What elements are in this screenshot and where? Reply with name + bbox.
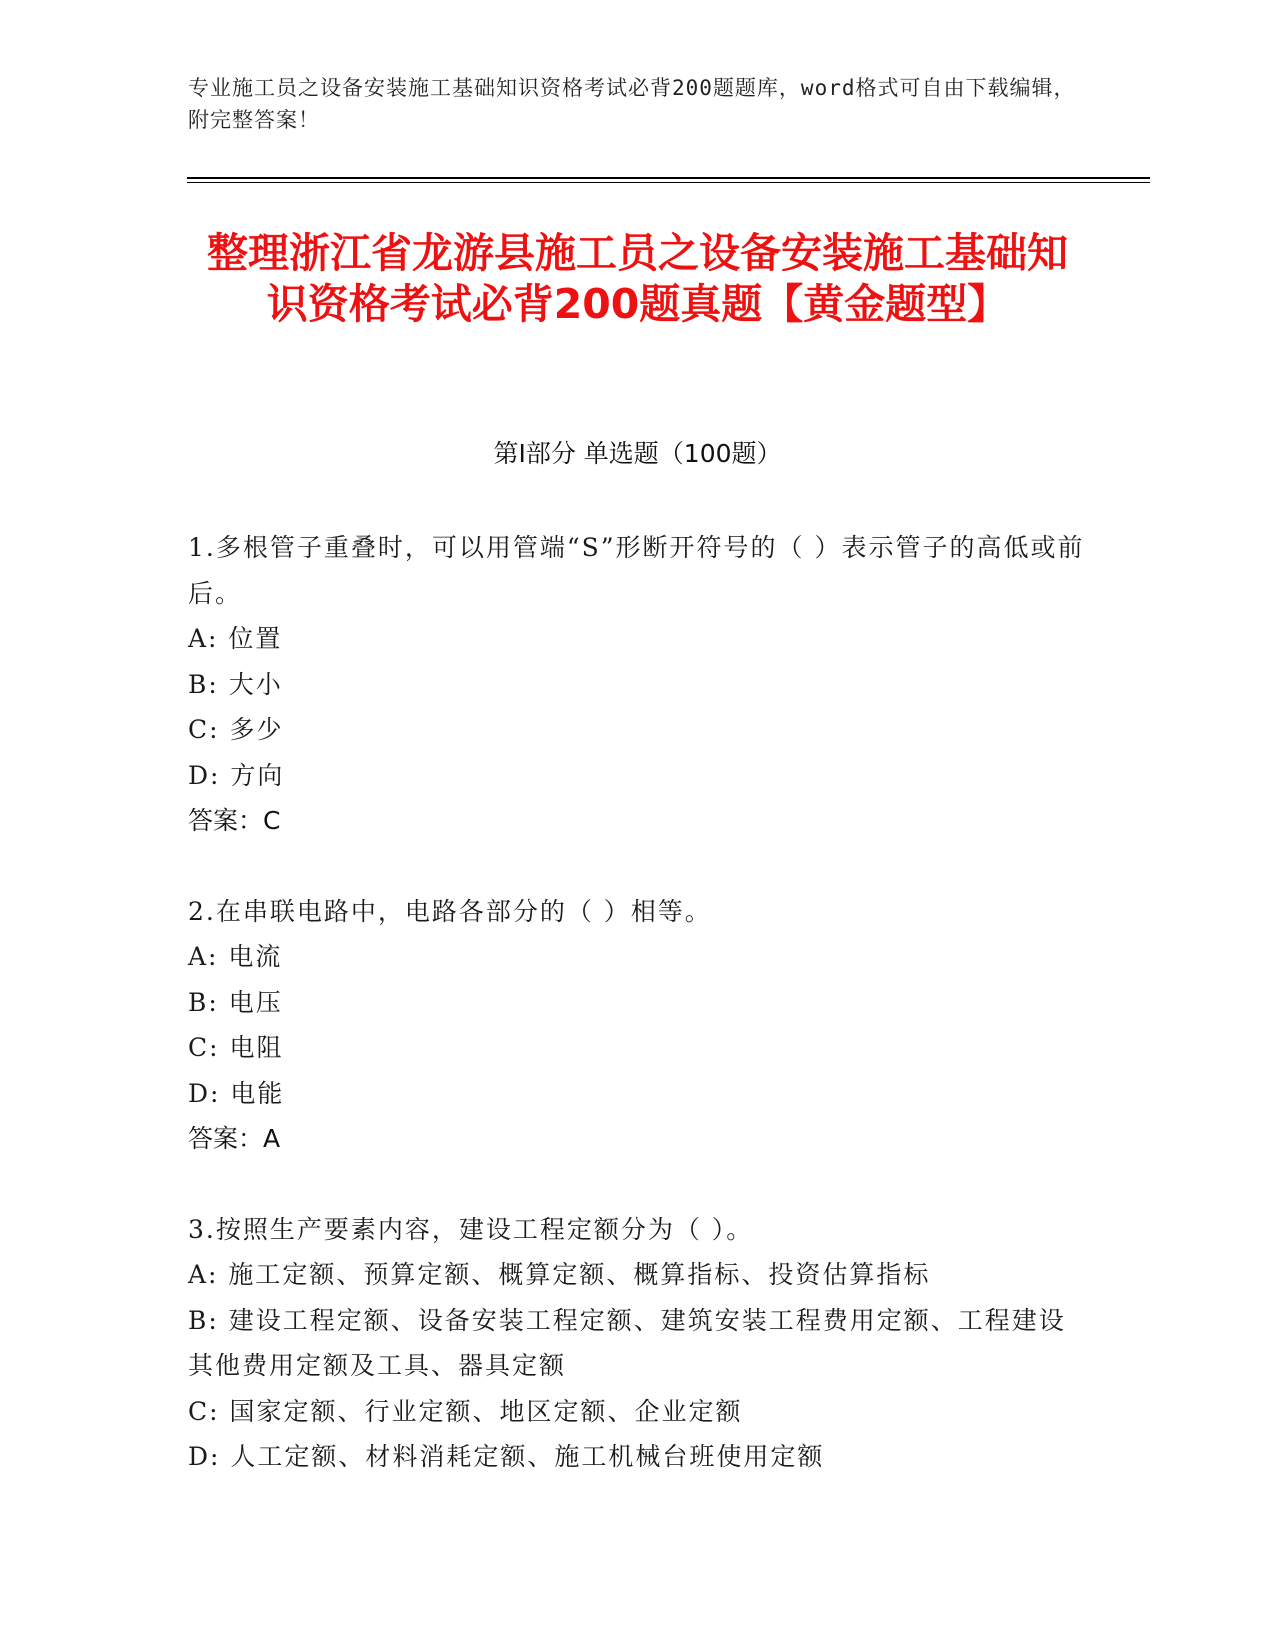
option-c: C: 多少 xyxy=(188,715,284,744)
question-1 xyxy=(188,525,1088,844)
header-rule-thin xyxy=(187,182,1150,183)
answer-line: 答案：A xyxy=(188,1124,281,1153)
option-a: A: 施工定额、预算定额、概算定额、概算指标、投资估算指标 xyxy=(188,1260,931,1289)
section-heading: 第I部分 单选题（100题） xyxy=(493,439,782,468)
question-stem: 2.在串联电路中，电路各部分的（ ）相等。 xyxy=(188,896,712,926)
header-note: 专业施工员之设备安装施工基础知识资格考试必背200题题库，word格式可自由下载编辑，附完整答案！ xyxy=(188,76,1076,132)
option-d: D: 人工定额、材料消耗定额、施工机械台班使用定额 xyxy=(188,1442,825,1471)
question-list xyxy=(188,525,1088,1525)
option-c: C: 国家定额、行业定额、地区定额、企业定额 xyxy=(188,1396,743,1426)
option-a: A: 位置 xyxy=(188,624,283,653)
option-c: C: 电阻 xyxy=(188,1033,284,1062)
question-2 xyxy=(188,889,1088,1162)
document-title: 整理浙江省龙游县施工员之设备安装施工基础知识资格考试必背200题真题【黄金题型】 xyxy=(207,229,1068,328)
option-b: B: 大小 xyxy=(188,669,283,699)
option-b: B: 电压 xyxy=(188,987,283,1017)
option-a: A: 电流 xyxy=(188,942,283,971)
option-d: D: 方向 xyxy=(188,760,285,790)
question-stem: 3.按照生产要素内容，建设工程定额分为（ ）。 xyxy=(188,1214,754,1244)
question-3 xyxy=(188,1207,1088,1480)
header-rule-thick xyxy=(187,177,1150,179)
option-b: B: 建设工程定额、设备安装工程定额、建筑安装工程费用定额、工程建设其他费用定额及工具、器具定额 xyxy=(188,1305,1066,1380)
answer-line: 答案：C xyxy=(188,806,281,835)
option-d: D: 电能 xyxy=(188,1078,285,1108)
question-stem: 1.多根管子重叠时，可以用管端“S”形断开符号的（ ）表示管子的高低或前后。 xyxy=(188,533,1085,608)
